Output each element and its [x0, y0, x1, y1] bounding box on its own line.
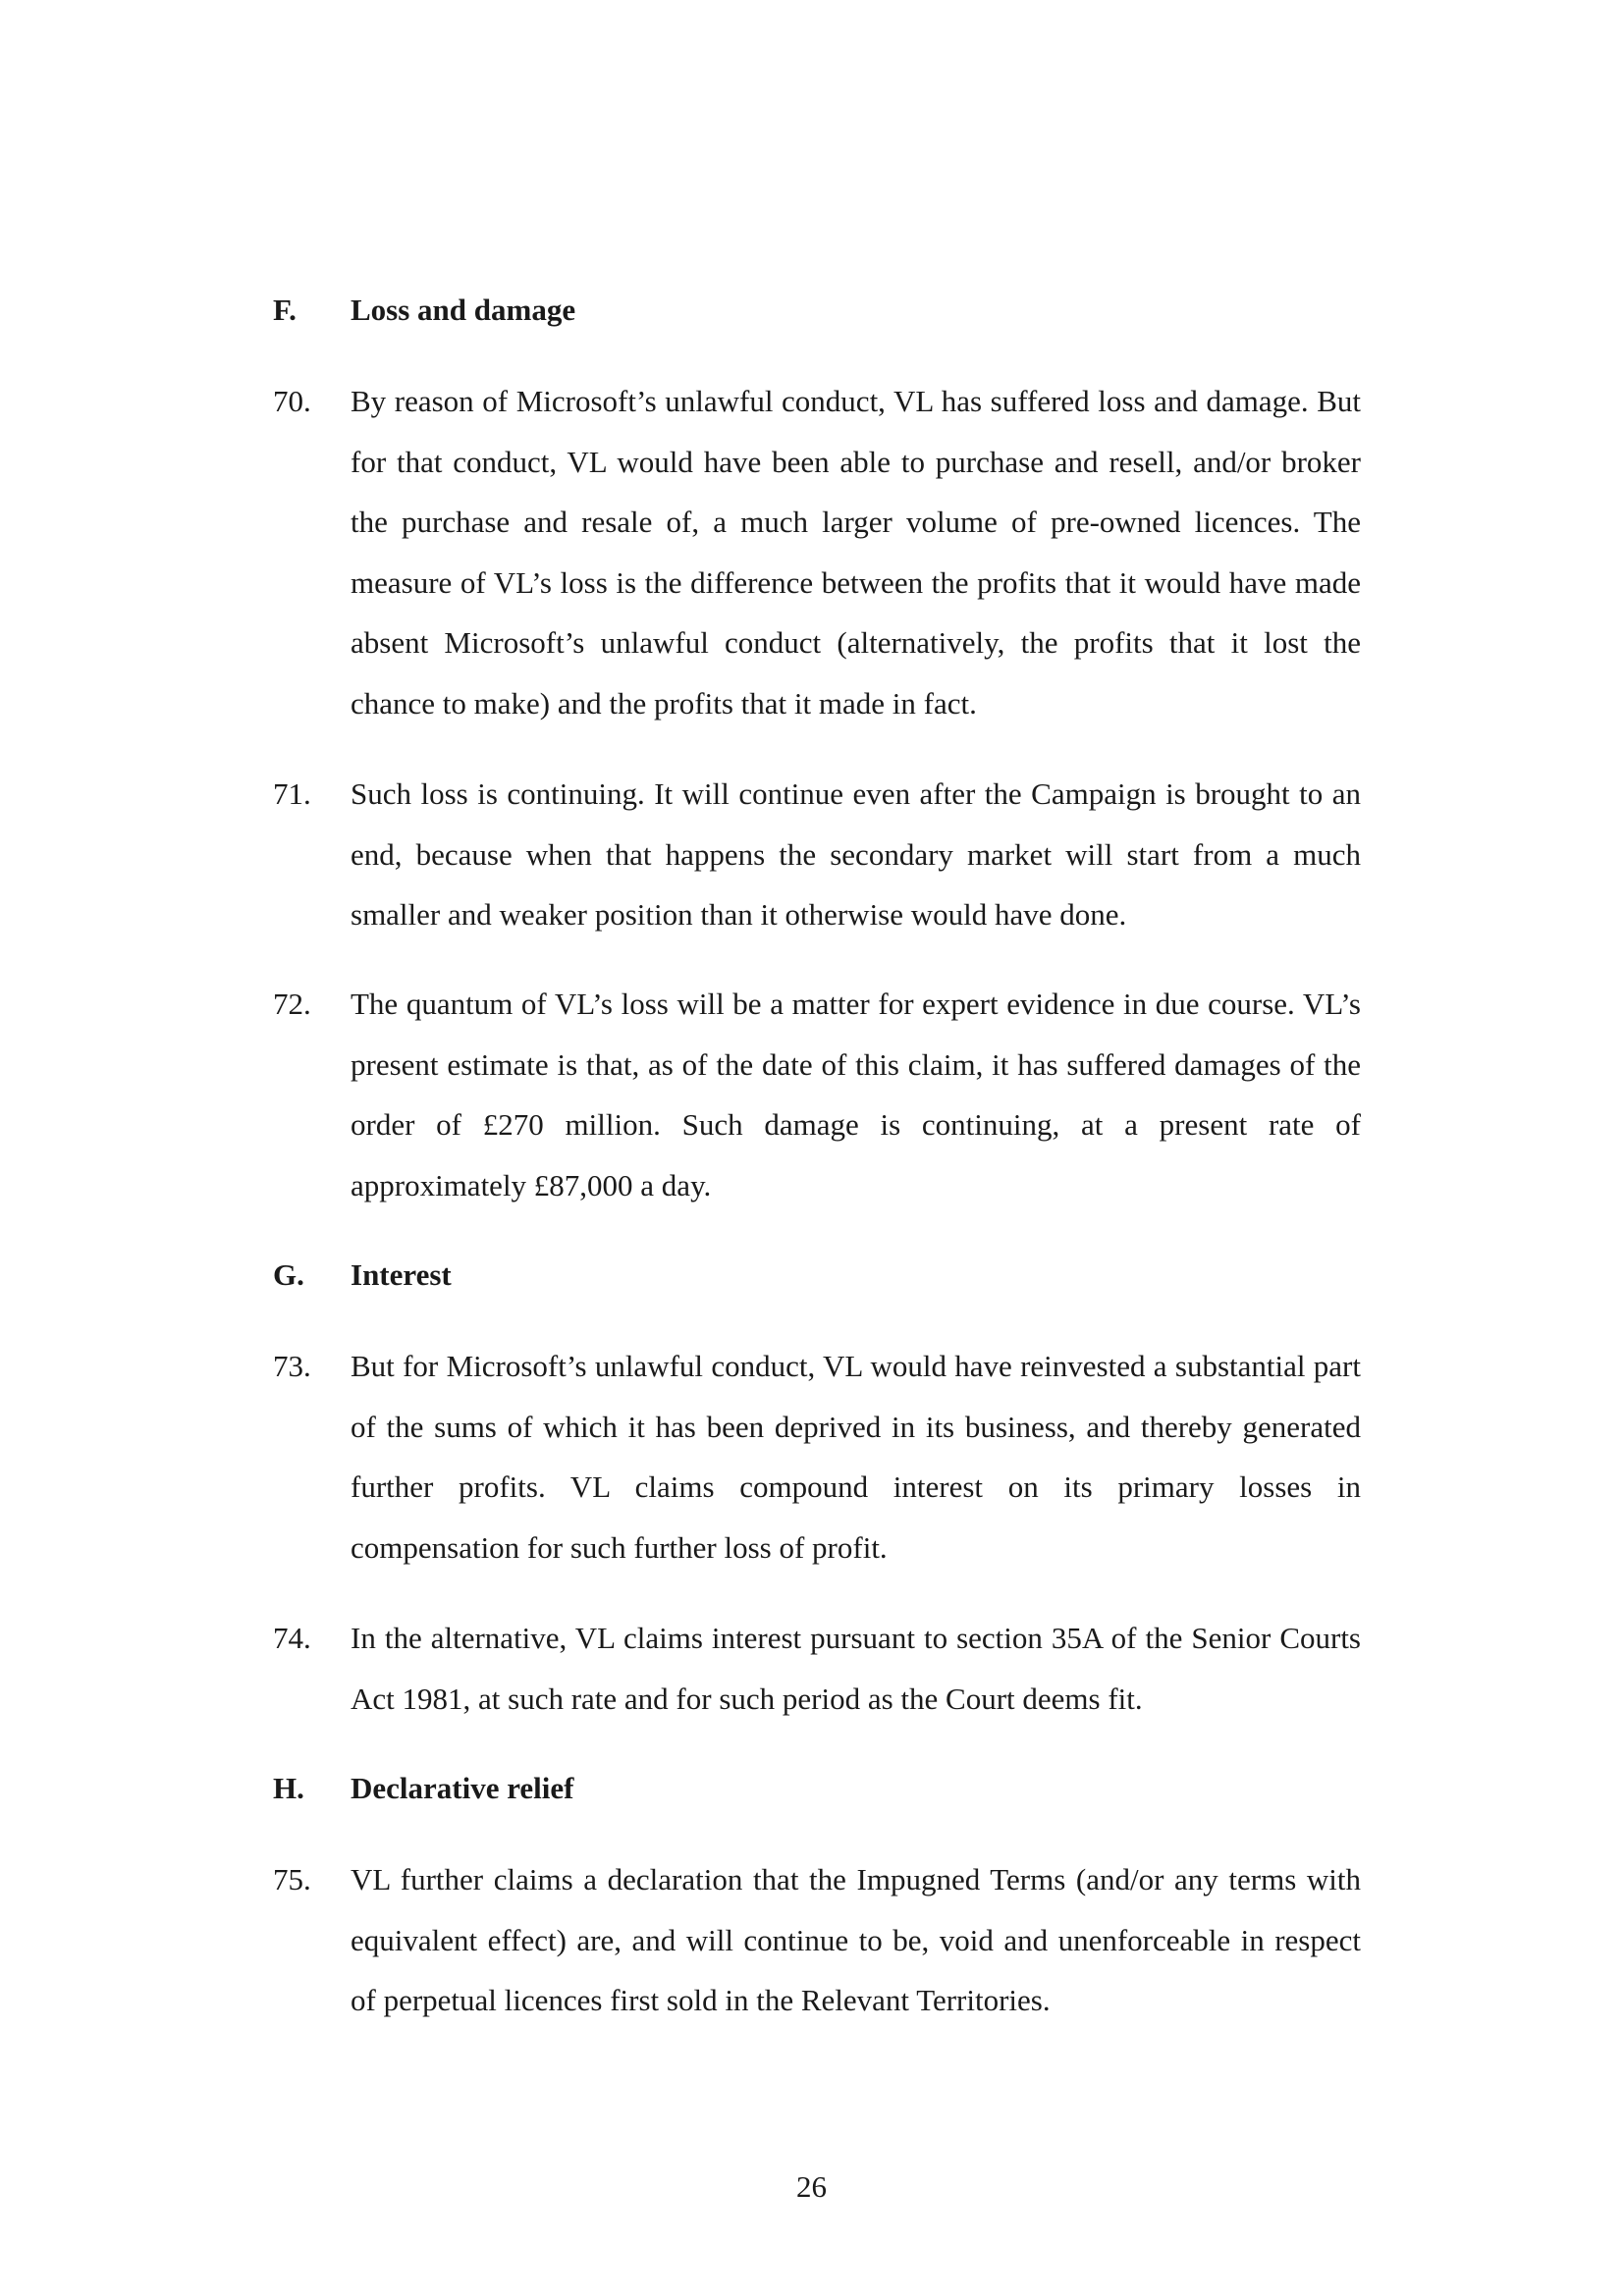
section-letter: G.	[273, 1257, 304, 1292]
paragraph-text: But for Microsoft’s unlawful conduct, VL would have reinvested a substantial part of the sums of which it has been deprived in its business, and thereby generated further profits. VL claims compound interest on its primary losses in compensation for such further loss of profit.	[351, 1349, 1361, 1565]
paragraph-number: 73.	[273, 1349, 311, 1383]
section-letter: F.	[273, 293, 297, 327]
section-title: Loss and damage	[351, 293, 576, 327]
paragraph-text: In the alternative, VL claims interest pursuant to section 35A of the Senior Courts Act 1981, at such rate and for such period as the Court deems fit.	[351, 1621, 1361, 1716]
paragraph-text: Such loss is continuing. It will continue even after the Campaign is brought to an end, because when that happens the secondary market will start from a much smaller and weaker position than it otherwise would have done.	[351, 776, 1361, 932]
paragraph-72	[273, 974, 1361, 1215]
paragraph-73	[273, 1336, 1361, 1577]
paragraph-number: 72.	[273, 987, 311, 1021]
paragraph-number: 75.	[273, 1862, 311, 1896]
paragraph-70	[273, 371, 1361, 733]
section-letter: H.	[273, 1771, 304, 1805]
paragraph-text: VL further claims a declaration that the Impugned Terms (and/or any terms with equivalent effect) are, and will continue to be, void and unenforceable in respect of perpetual licences first sold in the Relevant Territories.	[351, 1862, 1361, 2017]
paragraph-74	[273, 1608, 1361, 1729]
paragraph-text: The quantum of VL’s loss will be a matter for expert evidence in due course. VL’s present estimate is that, as of the date of this claim, it has suffered damages of the order of £270 million. Such damage is continuing, at a present rate of approximately £87,000 a day.	[351, 987, 1361, 1202]
section-title: Declarative relief	[351, 1771, 574, 1805]
paragraph-text: By reason of Microsoft’s unlawful conduct, VL has suffered loss and damage. But for that conduct, VL would have been able to purchase and resell, and/or broker the purchase and resale of, a much larger volume of pre-owned licences. The measure of VL’s loss is the difference between the profits that it would have made absent Microsoft’s unlawful conduct (alternatively, the profits that it lost the chance to make) and the profits that it made in fact.	[351, 384, 1361, 721]
paragraph-number: 71.	[273, 776, 311, 811]
paragraph-number: 70.	[273, 384, 311, 418]
paragraph-number: 74.	[273, 1621, 311, 1655]
page-number: 26	[796, 2169, 827, 2204]
paragraph-75	[273, 1849, 1361, 2031]
paragraph-71	[273, 764, 1361, 945]
section-title: Interest	[351, 1257, 452, 1292]
